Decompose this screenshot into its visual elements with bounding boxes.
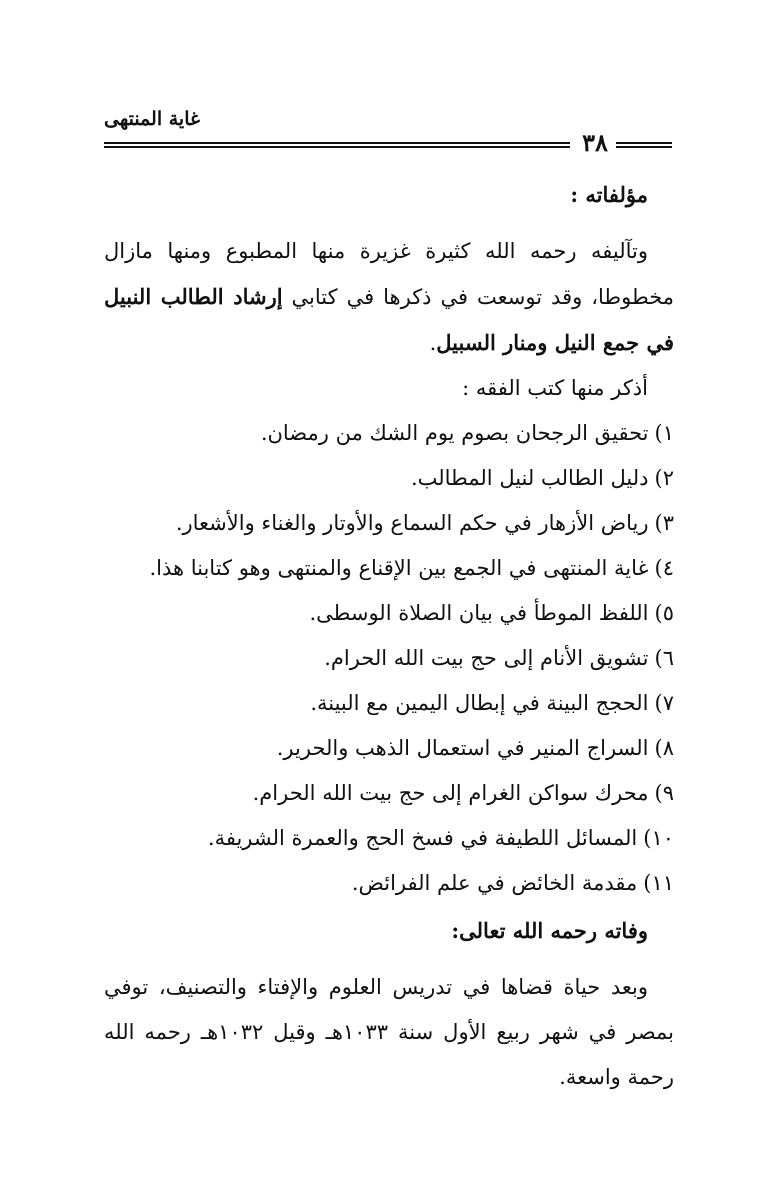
item-number: ٦) bbox=[654, 646, 674, 670]
item-text: المسائل اللطيفة في فسخ الحج والعمرة الشريفة. bbox=[207, 826, 638, 850]
works-list-item bbox=[104, 861, 674, 906]
works-list-item bbox=[104, 591, 674, 636]
works-list bbox=[104, 411, 674, 906]
item-text: محرك سواكن الغرام إلى حج بيت الله الحرام. bbox=[252, 781, 649, 805]
works-paragraph bbox=[104, 229, 674, 366]
works-list-item bbox=[104, 816, 674, 861]
works-list-item bbox=[104, 771, 674, 816]
works-heading: مؤلفاته : bbox=[570, 182, 648, 207]
item-text: الحجج البينة في إبطال اليمين مع البينة. bbox=[310, 691, 649, 715]
running-title: غاية المنتهى bbox=[104, 108, 200, 130]
item-number: ١١) bbox=[643, 871, 674, 895]
header-rule-long bbox=[104, 142, 570, 148]
works-intro: أذكر منها كتب الفقه : bbox=[462, 376, 648, 400]
works-list-item bbox=[104, 411, 674, 456]
item-number: ٤) bbox=[654, 556, 674, 580]
works-paragraph-end: . bbox=[429, 331, 437, 355]
header-rule-short bbox=[616, 142, 672, 148]
works-list-item bbox=[104, 726, 674, 771]
item-number: ٧) bbox=[654, 691, 674, 715]
works-list-item bbox=[104, 681, 674, 726]
works-list-item bbox=[104, 546, 674, 591]
works-list-item bbox=[104, 456, 674, 501]
death-paragraph: وبعد حياة قضاها في تدريس العلوم والإفتاء والتصنيف، توفي بمصر في شهر ربيع الأول سنة ١٠٣٣هـ وقيل ١٠٣٢هـ رحمه الله رحمة واسعة. bbox=[104, 975, 675, 1089]
item-text: تشويق الأنام إلى حج بيت الله الحرام. bbox=[324, 646, 649, 670]
item-text: دليل الطالب لنيل المطالب. bbox=[410, 466, 649, 490]
page-body bbox=[104, 172, 674, 1106]
item-number: ٣) bbox=[654, 511, 674, 535]
page-number: ٣٨ bbox=[582, 128, 608, 157]
item-number: ١٠) bbox=[643, 826, 674, 850]
item-number: ٥) bbox=[654, 601, 674, 625]
item-text: اللفظ الموطأ في بيان الصلاة الوسطى. bbox=[309, 601, 649, 625]
book-title-bold: إرشاد الطالب النبيل في جمع النيل ومنار السبيل bbox=[104, 284, 674, 355]
item-number: ٨) bbox=[654, 736, 674, 760]
item-number: ٩) bbox=[654, 781, 674, 805]
item-number: ١) bbox=[654, 421, 674, 445]
death-heading: وفاته رحمه الله تعالى: bbox=[451, 918, 648, 943]
item-text: تحقيق الرجحان بصوم يوم الشك من رمضان. bbox=[260, 421, 649, 445]
works-list-item bbox=[104, 501, 674, 546]
item-number: ٢) bbox=[654, 466, 674, 490]
item-text: رياض الأزهار في حكم السماع والأوتار والغناء والأشعار. bbox=[175, 511, 649, 535]
item-text: غاية المنتهى في الجمع بين الإقناع والمنتهى وهو كتابنا هذا. bbox=[149, 556, 649, 580]
item-text: مقدمة الخائض في علم الفرائض. bbox=[351, 871, 638, 895]
item-text: السراج المنير في استعمال الذهب والحرير. bbox=[276, 736, 649, 760]
works-paragraph-text: وتآليفه رحمه الله كثيرة غزيرة منها المطبوع ومنها مازال مخطوطا، وقد توسعت في ذكرها في كتابي bbox=[104, 239, 674, 309]
works-list-item bbox=[104, 636, 674, 681]
